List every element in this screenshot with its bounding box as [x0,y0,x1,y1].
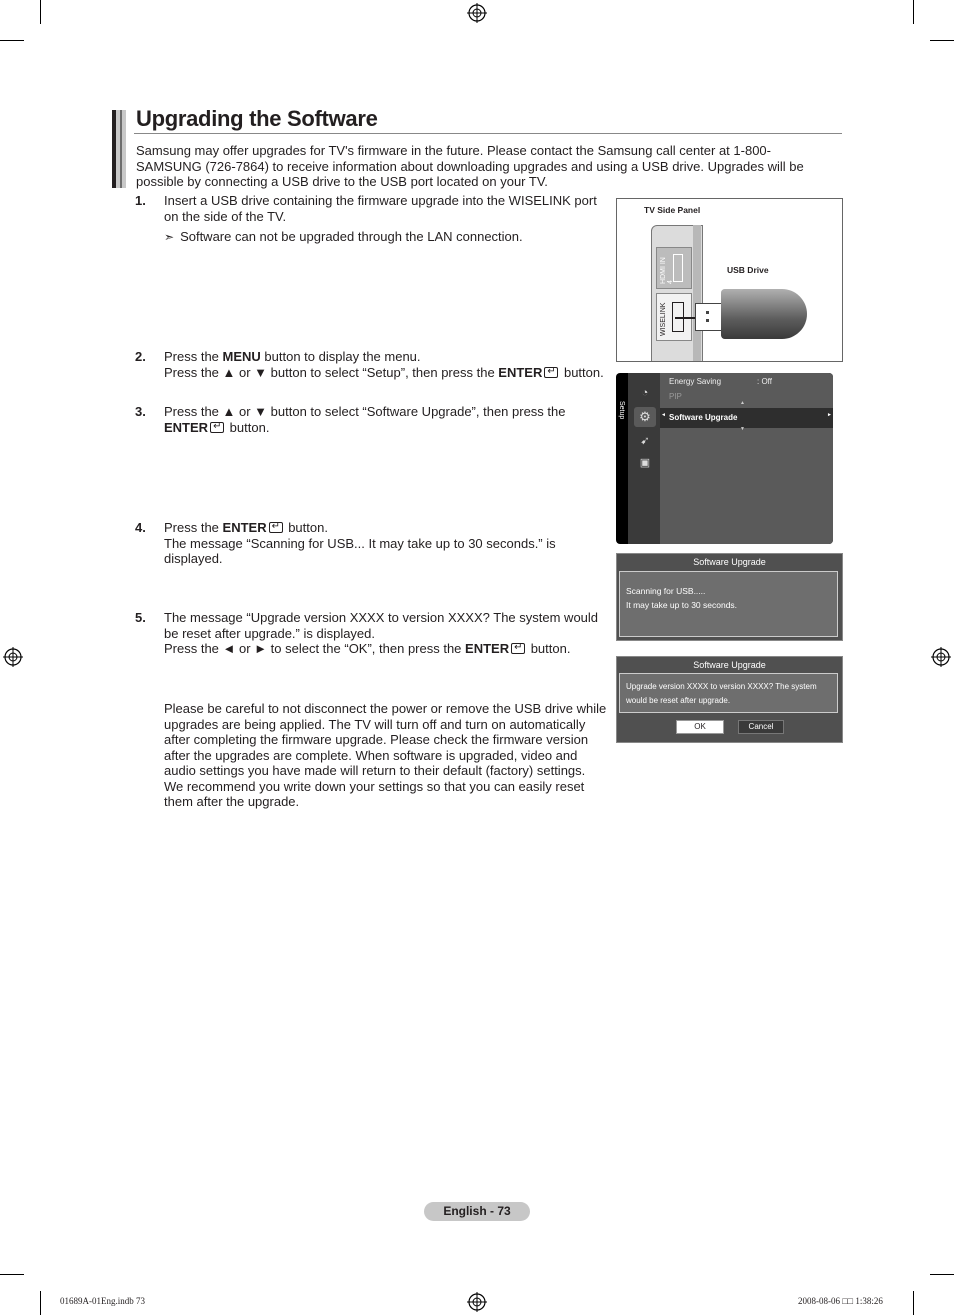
step-number: 1. [135,193,146,208]
crop-mark [930,1274,954,1275]
crop-mark [0,40,24,41]
step-4-line-c: displayed. [164,551,223,566]
selector-right-icon: ► [827,412,832,418]
menu-item-energy-saving: Energy Saving [669,377,722,386]
menu-item-pip: PIP [669,392,682,401]
dialog-message-box [619,673,838,713]
text: Press the [164,349,223,364]
step-4-line-a [164,520,608,536]
crop-mark [913,0,914,24]
registration-mark-icon [467,1292,487,1312]
hdmi-port-area [656,247,692,289]
text: button. [226,419,270,435]
enter-icon [511,643,525,654]
dialog-message-line: would be reset after upgrade. [626,695,731,705]
step-1 [164,193,608,246]
application-icon: ▣ [639,457,651,469]
registration-mark-icon [3,647,23,667]
dialog-title: Software Upgrade [693,557,766,567]
step-1-note [164,229,608,246]
dialog-message-line: Upgrade version XXXX to version XXXX? The system [626,682,817,691]
cancel-button[interactable]: Cancel [738,720,784,734]
step-3-line-b [164,420,608,436]
usb-plug-pin [706,319,709,322]
step-2 [164,349,608,380]
step-3 [164,404,608,435]
step-5 [164,610,608,657]
step-2-line-a [164,349,608,365]
text: button to display the menu. [260,349,421,364]
text: Press the [164,520,223,535]
menu-key-label: MENU [222,349,261,364]
dialog-message-line: It may take up to 30 seconds. [626,599,738,610]
insert-arrow-icon [675,317,697,319]
usb-drive-label: USB Drive [727,265,769,275]
dialog-message-line: Scanning for USB..... [626,586,706,596]
step-1-line: Insert a USB drive containing the firmware upgrade into the WISELINK port [164,193,597,208]
step-number: 4. [135,520,146,535]
page-title: Upgrading the Software [136,106,378,131]
enter-icon [210,422,224,433]
slug-right: 2008-08-06 □□ 1:38:26 [798,1296,883,1306]
intro-paragraph: Samsung may offer upgrades for TV's firmware in the future. Please contact the Samsung call center at 1-800-SAMSUNG (726-7864) to receive information about downloading upgrades and using a USB drive. Upgrades will be possible by connecting a USB drive to the USB port located on your TV. [136,143,804,189]
step-4 [164,520,608,567]
crop-mark [930,40,954,41]
step-number: 2. [135,349,146,364]
slug-left: 01689A-01Eng.indb 73 [60,1296,145,1306]
step-3-line-a: Press the ▲ or ▼ button to select “Software Upgrade”, then press the [164,404,566,419]
picture-icon: ◔ [641,387,649,399]
enter-icon [544,367,558,378]
step-4-line-b: The message “Scanning for USB... It may take up to 30 seconds.” is [164,535,556,551]
menu-list [660,373,833,544]
enter-key-label: ENTER [498,364,543,380]
setup-menu-screen [616,373,833,544]
scanning-dialog [616,553,843,641]
step-number: 5. [135,610,146,625]
hdmi-port-label: HDMI IN 4 [660,257,674,284]
selector-left-icon: ◄ [661,412,666,418]
menu-item-energy-saving-value: : Off [757,377,772,386]
registration-mark-icon [467,3,487,23]
menu-side-label: Setup [618,401,625,420]
crop-mark [0,1274,24,1275]
step-5-line-b: be reset after upgrade.” is displayed. [164,625,376,641]
title-rule [134,133,842,134]
upgrade-confirm-dialog [616,656,843,743]
page-number-badge: English - 73 [424,1202,530,1221]
crop-mark [40,0,41,24]
hdmi-port-icon [673,254,683,282]
enter-icon [269,522,283,533]
note-text: Software can not be upgraded through the LAN connection. [180,229,523,244]
caution-paragraph: Please be careful to not disconnect the power or remove the USB drive while upgrades are being applied. The TV will turn off and turn on automatically after completing the firmware upgrade. Please check the firmware version after the upgrades are complete. When software is upgraded, video and audio settings you have made will return to their default (factory) settings. We recommend you write down your settings so that you can easily reset them after the upgrade. [164,701,607,809]
crop-mark [913,1291,914,1315]
down-arrow-icon: ▼ [740,426,745,432]
dialog-title: Software Upgrade [693,660,766,670]
tv-side-panel-figure [616,198,843,362]
title-accent-bar [112,110,126,188]
text: button. [284,520,328,535]
enter-key-label: ENTER [222,520,267,535]
dialog-message-box [619,571,838,637]
step-5-line-a: The message “Upgrade version XXXX to version XXXX? The system would [164,610,599,625]
wiselink-port-label: WISELINK [660,302,667,336]
enter-key-label: ENTER [465,641,510,656]
gear-icon: ⚙ [639,409,651,424]
ok-button[interactable]: OK [676,720,724,734]
tv-side-edge [693,225,701,362]
note-arrow-icon: ➣ [164,230,175,244]
usb-plug [695,303,723,331]
step-2-line-b [164,365,608,381]
text: button. [560,364,604,380]
enter-key-label: ENTER [164,419,209,435]
usb-plug-pin [706,311,709,314]
step-5-line-c [164,641,608,657]
usb-drive-body [721,289,807,339]
text: button. [527,641,571,656]
text: Press the ▲ or ▼ button to select “Setup”, then press the [164,364,499,380]
menu-item-software-upgrade: Software Upgrade [669,413,738,422]
registration-mark-icon [931,647,951,667]
step-number: 3. [135,404,146,419]
tv-side-panel-label: TV Side Panel [644,205,701,215]
input-icon: ➹ [640,435,650,447]
text: Press the ◄ or ► to select the “OK”, then press the [164,641,466,656]
up-arrow-icon: ▲ [740,400,745,406]
crop-mark [40,1291,41,1315]
step-1-line: on the side of the TV. [164,208,287,224]
